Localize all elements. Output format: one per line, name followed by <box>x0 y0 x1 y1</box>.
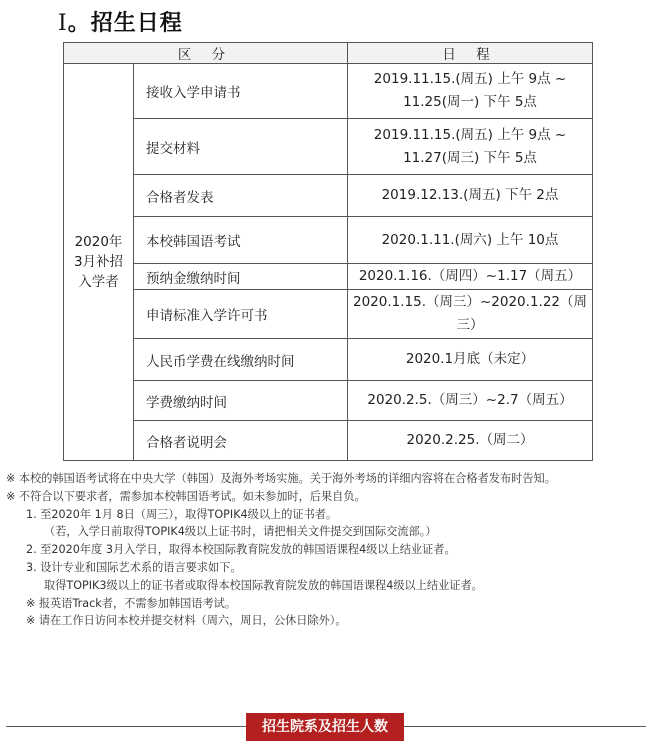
heading-dot: 。 <box>67 11 91 36</box>
note-line: ※ 请在工作日访问本校并提交材料（周六，周日，公休日除外）。 <box>26 614 347 628</box>
schedule-line: 2019.11.15.(周五) 上午 9点 ~ <box>373 126 567 143</box>
schedule-cell: 2020.1.16.（周四）~1.17（周五） <box>348 264 593 290</box>
schedule-cell <box>348 119 593 175</box>
section-heading <box>58 6 183 37</box>
table-row <box>64 421 593 461</box>
note-line: 2. 至2020年度 3月入学日，取得本校国际教育院发放的韩国语课程4级以上结业证者。 <box>26 543 456 557</box>
item-cell: 申请标准入学许可书 <box>134 290 348 339</box>
schedule-cell <box>348 64 593 119</box>
item-cell: 合格者发表 <box>134 175 348 217</box>
group-label-line: 2020年 <box>74 234 123 250</box>
item-cell: 本校韩国语考试 <box>134 217 348 264</box>
note-line: 取得TOPIK3级以上的证书者或取得本校国际教育院发放的韩国语课程4级以上结业证者。 <box>44 578 483 592</box>
header-category: 区 分 <box>64 43 348 64</box>
schedule-cell: 2020.1.11.(周六) 上午 10点 <box>348 217 593 264</box>
schedule-line: 2019.11.15.(周五) 上午 9点 ~ <box>373 71 567 87</box>
group-label-line: 3月补招 <box>73 254 124 270</box>
note-line: 3. 设计专业和国际艺术系的语言要求如下。 <box>26 560 242 574</box>
table-row <box>64 290 593 339</box>
schedule-cell: 2020.2.25.（周二） <box>348 421 593 461</box>
table-row <box>64 381 593 421</box>
note-line: ※ 报英语Track者，不需参加韩国语考试。 <box>26 596 237 610</box>
table-row <box>64 217 593 264</box>
item-cell: 提交材料 <box>134 119 348 175</box>
schedule-line: 11.27(周三) 下午 5点 <box>403 149 537 166</box>
schedule-cell: 2020.2.5.（周三）~2.7（周五） <box>348 381 593 421</box>
note-line: ※ 不符合以下要求者，需参加本校韩国语考试。如未参加时，后果自负。 <box>6 489 366 503</box>
group-label-line: 入学者 <box>78 274 119 290</box>
item-cell: 预纳金缴纳时间 <box>134 264 348 290</box>
item-cell: 接收入学申请书 <box>134 64 348 119</box>
table-row <box>64 64 593 119</box>
table-header-row <box>64 43 593 64</box>
item-cell: 合格者说明会 <box>134 421 348 461</box>
note-line: 1. 至2020年 1月 8日（周三），取得TOPIK4级以上的证书者。 <box>26 507 338 521</box>
schedule-table <box>63 42 593 461</box>
item-cell: 人民币学费在线缴纳时间 <box>134 339 348 381</box>
table-row <box>64 264 593 290</box>
schedule-cell: 2019.12.13.(周五) 下午 2点 <box>348 175 593 217</box>
footer-section-badge: 招生院系及招生人数 <box>246 713 404 741</box>
schedule-cell: 2020.1.15.（周三）~2020.1.22（周三） <box>348 290 593 339</box>
table-row <box>64 175 593 217</box>
table-row <box>64 339 593 381</box>
header-schedule: 日 程 <box>348 43 593 64</box>
table-row <box>64 119 593 175</box>
schedule-line: 11.25(周一) 下午 5点 <box>403 94 537 110</box>
item-cell: 学费缴纳时间 <box>134 381 348 421</box>
notes-section <box>6 470 646 630</box>
schedule-cell: 2020.1月底（未定） <box>348 339 593 381</box>
heading-numeral: I <box>58 11 68 36</box>
note-line: （若，入学日前取得TOPIK4级以上证书时，请把相关文件提交到国际交流部。） <box>44 525 437 539</box>
group-label <box>64 64 134 461</box>
note-line: ※ 本校的韩国语考试将在中央大学（韩国）及海外考场实施。关于海外考场的详细内容将在合格者发布时告知。 <box>6 472 556 485</box>
heading-title: 招生日程 <box>90 11 183 36</box>
